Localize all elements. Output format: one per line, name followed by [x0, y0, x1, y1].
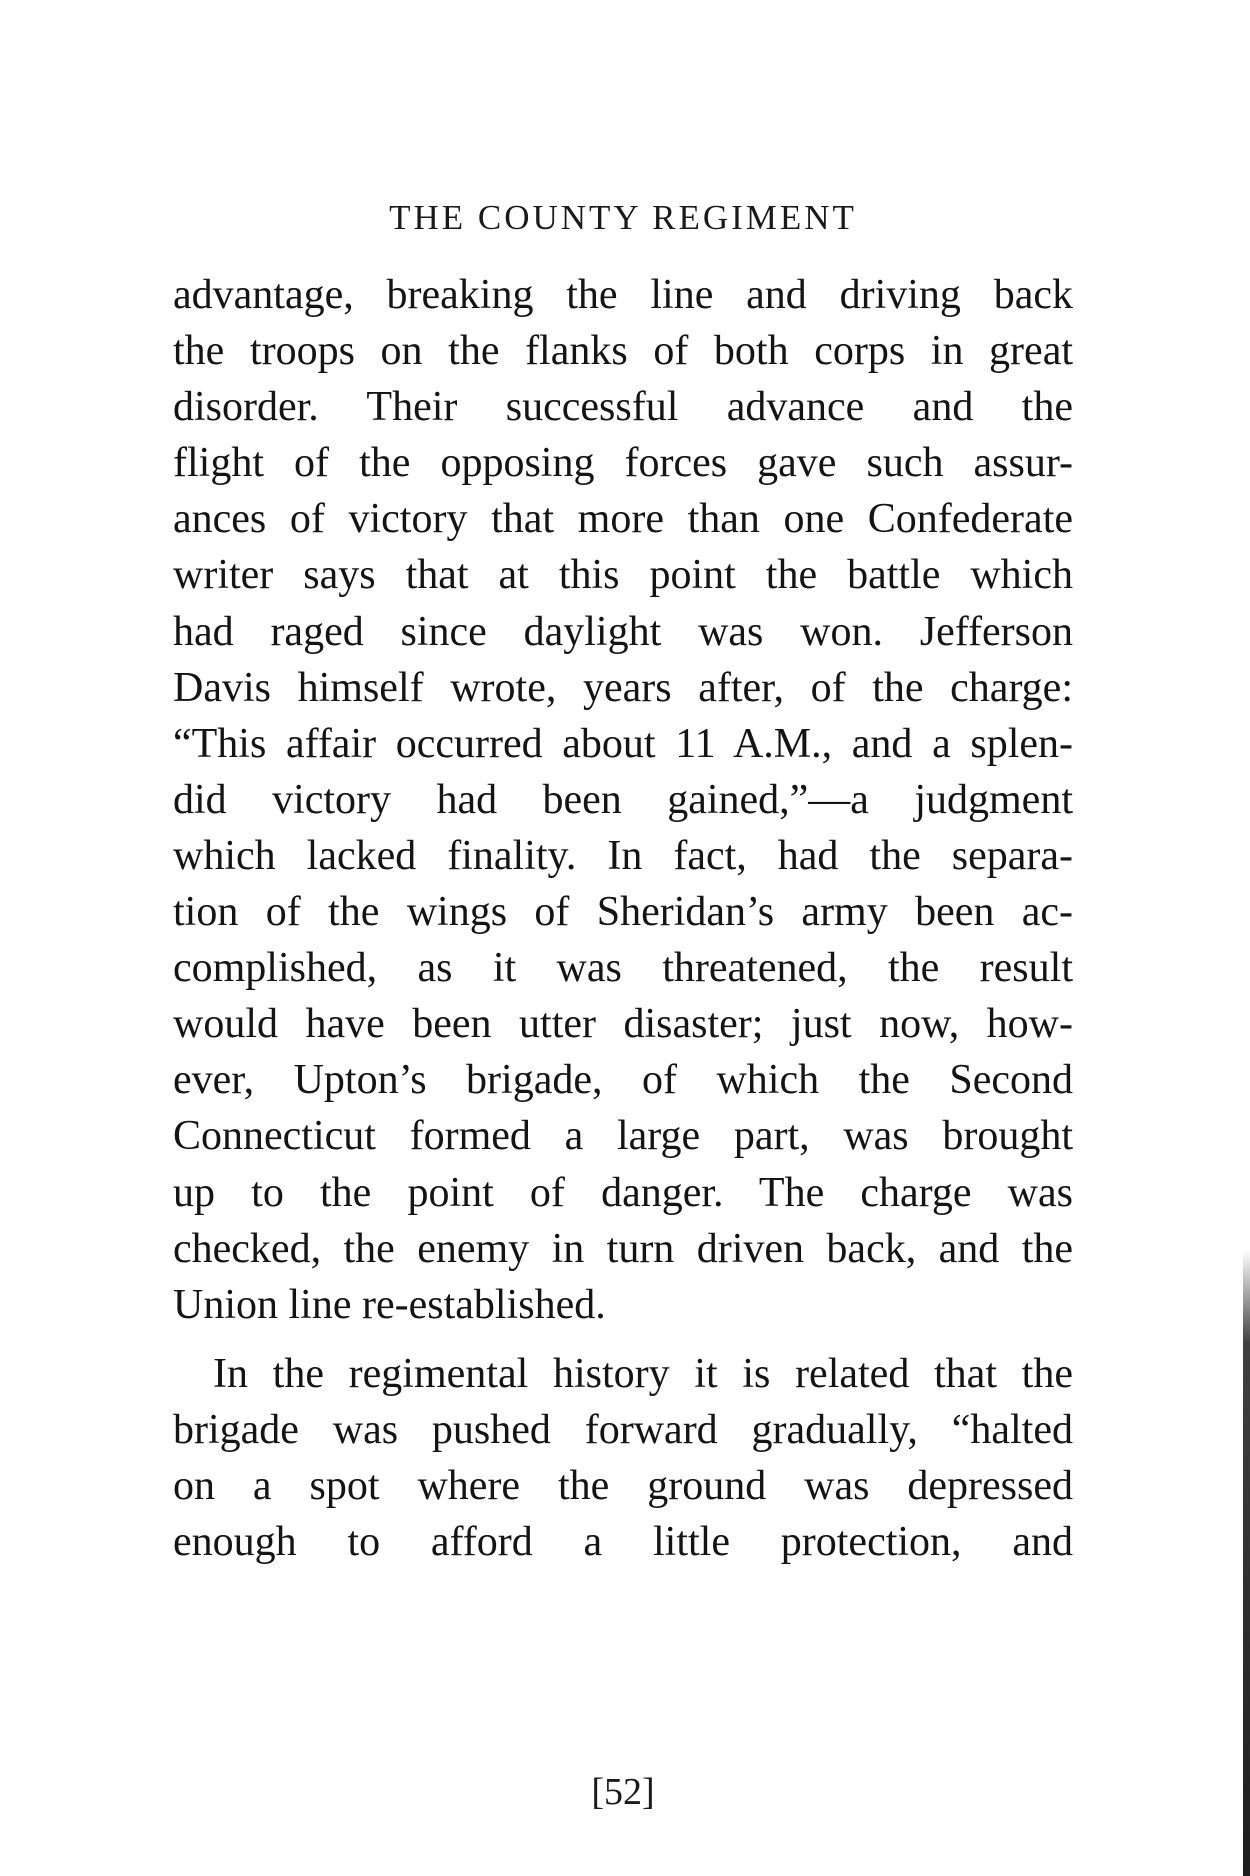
- text-line: would have been utter disaster; just now, how-: [173, 1001, 1073, 1048]
- paragraph-gap: [173, 1333, 1073, 1346]
- text-line: checked, the enemy in turn driven back, and the: [173, 1225, 1073, 1272]
- body-text: [173, 267, 1073, 1570]
- text-line: which lacked finality. In fact, had the separa-: [173, 832, 1073, 879]
- paragraph-2: [173, 1346, 1073, 1570]
- text-line: In the regimental history it is related that the: [213, 1350, 1073, 1397]
- text-line: on a spot where the ground was depressed: [173, 1462, 1073, 1509]
- page-edge-shadow: [1243, 1250, 1250, 1876]
- running-head: THE COUNTY REGIMENT: [389, 198, 857, 237]
- text-line: enough to afford a little protection, and: [173, 1519, 1073, 1566]
- paragraph-1: [173, 267, 1073, 1333]
- text-line: ances of victory that more than one Confederate: [173, 496, 1073, 543]
- text-line: Davis himself wrote, years after, of the charge:: [173, 664, 1073, 711]
- text-line: disorder. Their successful advance and the: [173, 384, 1073, 431]
- text-line: “This affair occurred about 11 A.M., and a splen-: [173, 720, 1073, 767]
- text-line: brigade was pushed forward gradually, “halted: [173, 1406, 1073, 1453]
- text-line: had raged since daylight was won. Jefferson: [173, 608, 1073, 655]
- text-line: up to the point of danger. The charge was: [173, 1169, 1073, 1216]
- text-line: Connecticut formed a large part, was brought: [173, 1113, 1073, 1160]
- text-line: writer says that at this point the battle which: [173, 552, 1073, 599]
- text-line: ever, Upton’s brigade, of which the Second: [173, 1057, 1073, 1104]
- text-line: Union line re-established.: [173, 1281, 606, 1328]
- text-line: did victory had been gained,”—a judgment: [173, 776, 1073, 823]
- text-line: the troops on the flanks of both corps in great: [173, 328, 1073, 375]
- text-line: tion of the wings of Sheridan’s army been ac-: [173, 889, 1073, 936]
- text-line: flight of the opposing forces gave such assur-: [173, 440, 1073, 487]
- text-line: complished, as it was threatened, the result: [173, 945, 1073, 992]
- text-line: advantage, breaking the line and driving back: [173, 272, 1073, 318]
- page-number: [52]: [591, 1771, 655, 1813]
